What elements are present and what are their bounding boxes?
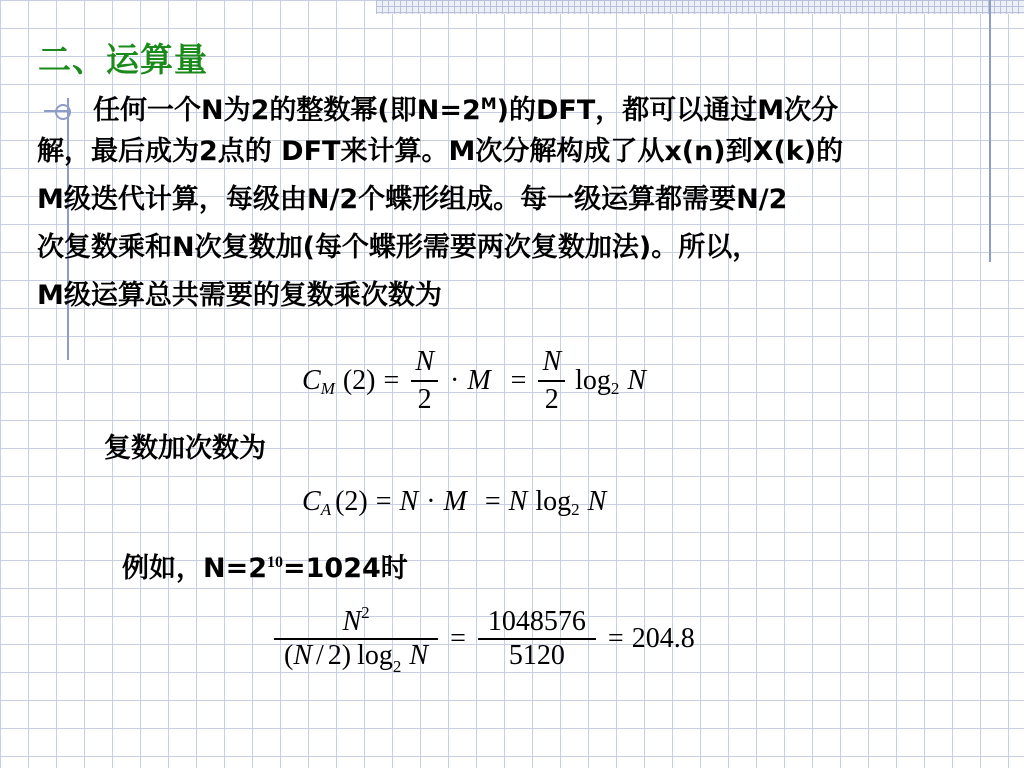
ratio-result: 204.8	[631, 622, 695, 654]
paragraph-line-5: M级运算总共需要的复数乘次数为	[37, 280, 442, 311]
fraction-N-over-2: $\frac{N}{2}$	[411, 346, 438, 416]
top-decorative-band	[376, 0, 1024, 14]
fraction-N2-over-denominator: $\frac{N^2}{(N / 2) \log_2 N}$	[274, 606, 438, 672]
paragraph-line-3: M级迭代计算，每级由N/2个蝶形组成。每一级运算都需要N/2	[37, 184, 788, 215]
formula-ratio: $\frac{N^2}{(N / 2) \log_2 N}$ = $\frac{1048576}{5120}$ = 204.8	[270, 606, 695, 672]
superscript-M: M	[480, 94, 497, 113]
right-decorative-line	[989, 0, 991, 262]
paragraph-line-2: 解，最后成为2点的 DFT来计算。M次分解构成了从x(n)到X(k)的	[37, 136, 844, 167]
paragraph-line-4: 次复数乘和N次复数加(每个蝶形需要两次复数加法)。所以，	[37, 232, 760, 263]
body-paragraph	[37, 80, 967, 320]
fraction-N-over-2-second: $\frac{N}{2}$	[538, 346, 565, 416]
example-label: 例如，$N=2^{10}=1024$时	[122, 553, 408, 584]
fraction-1048576-over-5120: $\frac{1048576}{5120}$	[478, 606, 596, 672]
additions-label: 复数加次数为	[104, 433, 266, 464]
paragraph-line-1: 任何一个N为2的整数幂(即$N=2^M$)的DFT，都可以通过M次分	[93, 94, 839, 126]
formula-additions: C A (2) = N · M = N log 2 N	[302, 486, 607, 519]
formula-multiplications: C M (2) = $\frac{N}{2}$ · M = $\frac{N}{2}$ log 2 N	[302, 346, 647, 415]
slide-title: 二、运算量	[38, 40, 208, 79]
